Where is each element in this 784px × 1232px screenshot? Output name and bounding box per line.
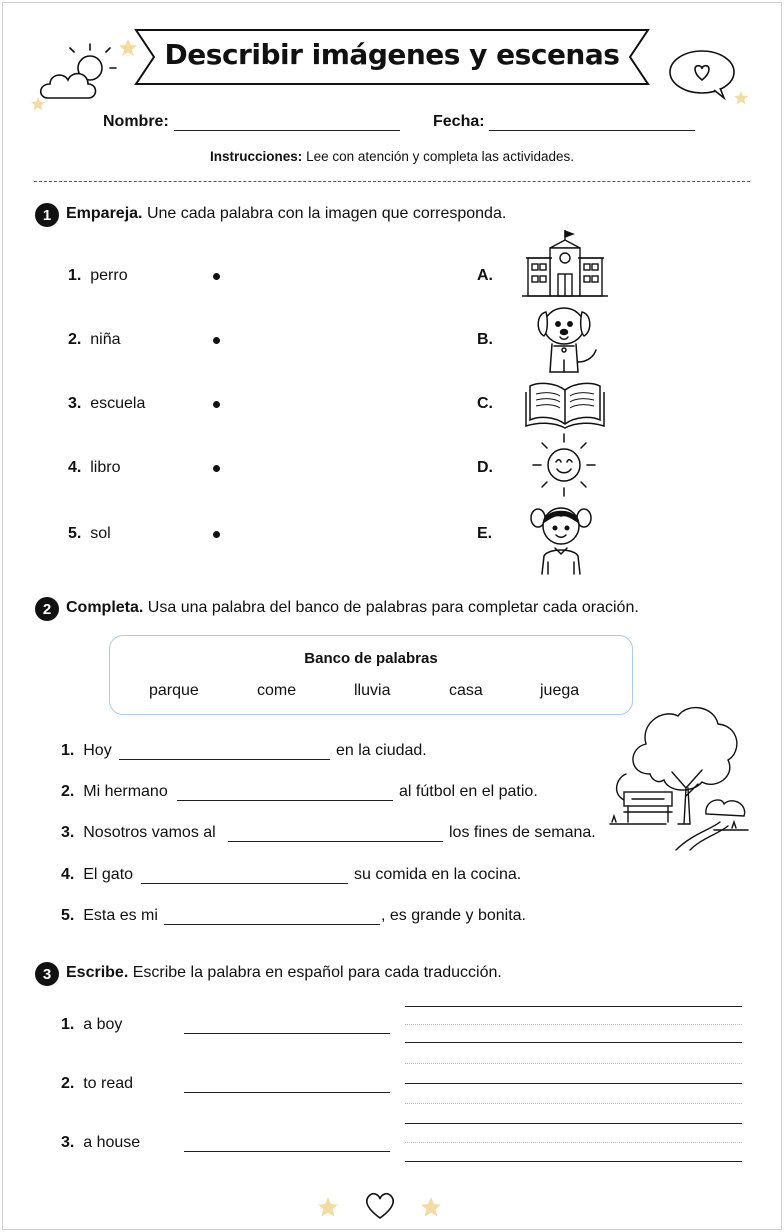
park-tree-bench-icon [606, 704, 750, 852]
instructions-label: Instrucciones: [210, 149, 303, 164]
name-label: Nombre: [103, 113, 169, 130]
match-word: perro [90, 267, 128, 284]
match-word: libro [90, 459, 121, 476]
writing-guide [405, 1063, 742, 1064]
section-1-number: 1 [35, 203, 59, 227]
name-field[interactable] [174, 130, 400, 131]
match-word: niña [90, 331, 121, 348]
sentence-start: 1. Hoy [61, 742, 112, 759]
writing-line[interactable] [405, 1083, 742, 1084]
sentence-end: los fines de semana. [449, 824, 596, 841]
separator [34, 181, 750, 182]
match-word-row: 5. sol [68, 525, 111, 542]
translation-blank[interactable] [184, 1033, 390, 1034]
instructions-text: Lee con atención y completa las actividades. [306, 149, 574, 164]
match-dot[interactable] [213, 531, 220, 538]
writing-guide [405, 1142, 742, 1143]
star-icon [420, 1196, 442, 1218]
dog-icon[interactable] [532, 302, 602, 376]
picture-letter: C. [477, 395, 493, 412]
section-3-heading [66, 964, 502, 982]
sentence-end: al fútbol en el patio. [399, 783, 538, 800]
section-2-instructions: Usa una palabra del banco de palabras para completar cada oración. [147, 599, 639, 616]
picture-letter: D. [477, 459, 493, 476]
writing-line[interactable] [405, 1042, 742, 1043]
page-title: Describir imágenes y escenas [164, 38, 620, 71]
sentence-end: su comida en la cocina. [354, 866, 522, 883]
sentence-end: en la ciudad. [336, 742, 427, 759]
sentence-blank[interactable] [177, 800, 393, 801]
sentence-start: 2. Mi hermano [61, 783, 168, 800]
date-field[interactable] [489, 130, 695, 131]
match-word-row: 3. escuela [68, 395, 146, 412]
word-bank-word: come [257, 682, 297, 699]
sentence-blank[interactable] [141, 883, 348, 884]
word-bank-word: lluvia [354, 682, 391, 699]
word-bank-word: parque [149, 682, 199, 699]
match-dot[interactable] [213, 465, 220, 472]
section-3-number: 3 [35, 962, 59, 986]
word-bank-word: juega [540, 682, 580, 699]
picture-letter: B. [477, 331, 493, 348]
translation-item: 2. to read [61, 1075, 134, 1092]
girl-icon[interactable] [528, 500, 594, 576]
writing-guide [405, 1024, 742, 1025]
instructions [0, 149, 784, 164]
word-bank-word: casa [449, 682, 483, 699]
section-1-heading [66, 205, 506, 223]
sentence-end: , es grande y bonita. [381, 907, 526, 924]
school-icon[interactable] [522, 230, 608, 298]
star-icon [30, 96, 46, 112]
writing-line[interactable] [405, 1161, 742, 1162]
match-word-row: 2. niña [68, 331, 121, 348]
book-icon[interactable] [524, 380, 606, 430]
picture-letter: A. [477, 267, 493, 284]
sentence-blank[interactable] [119, 759, 330, 760]
word-bank [109, 635, 633, 715]
match-dot[interactable] [213, 401, 220, 408]
sentence-start: 3. Nosotros vamos al [61, 824, 216, 841]
star-icon [317, 1196, 339, 1218]
sentence-start: 5. Esta es mi [61, 907, 158, 924]
section-1-instructions: Une cada palabra con la imagen que corresponda. [146, 205, 507, 222]
writing-guide [405, 1103, 742, 1104]
match-word-row: 4. libro [68, 459, 121, 476]
sentence-start: 4. El gato [61, 866, 134, 883]
star-icon [733, 90, 749, 106]
translation-item: 3. a house [61, 1134, 141, 1151]
heart-speech-bubble-icon [666, 48, 740, 100]
section-2-title: Completa. [66, 599, 144, 616]
section-3-title: Escribe. [66, 964, 129, 981]
translation-item: 1. a boy [61, 1016, 123, 1033]
match-dot[interactable] [213, 337, 220, 344]
match-dot[interactable] [213, 273, 220, 280]
section-2-number: 2 [35, 597, 59, 621]
sentence-blank[interactable] [228, 841, 443, 842]
section-1-title: Empareja. [66, 205, 143, 222]
translation-blank[interactable] [184, 1151, 390, 1152]
sun-icon[interactable] [528, 432, 600, 498]
match-word: sol [90, 525, 111, 542]
date-label: Fecha: [433, 113, 485, 130]
match-word: escuela [90, 395, 146, 412]
writing-line[interactable] [405, 1006, 742, 1007]
writing-line[interactable] [405, 1123, 742, 1124]
sentence-blank[interactable] [164, 924, 380, 925]
word-bank-title: Banco de palabras [304, 650, 438, 667]
match-word-row: 1. perro [68, 267, 128, 284]
translation-blank[interactable] [184, 1092, 390, 1093]
section-2-heading [66, 599, 639, 617]
heart-icon [364, 1192, 396, 1220]
picture-letter: E. [477, 525, 493, 542]
section-3-instructions: Escribe la palabra en español para cada traducción. [132, 964, 502, 981]
